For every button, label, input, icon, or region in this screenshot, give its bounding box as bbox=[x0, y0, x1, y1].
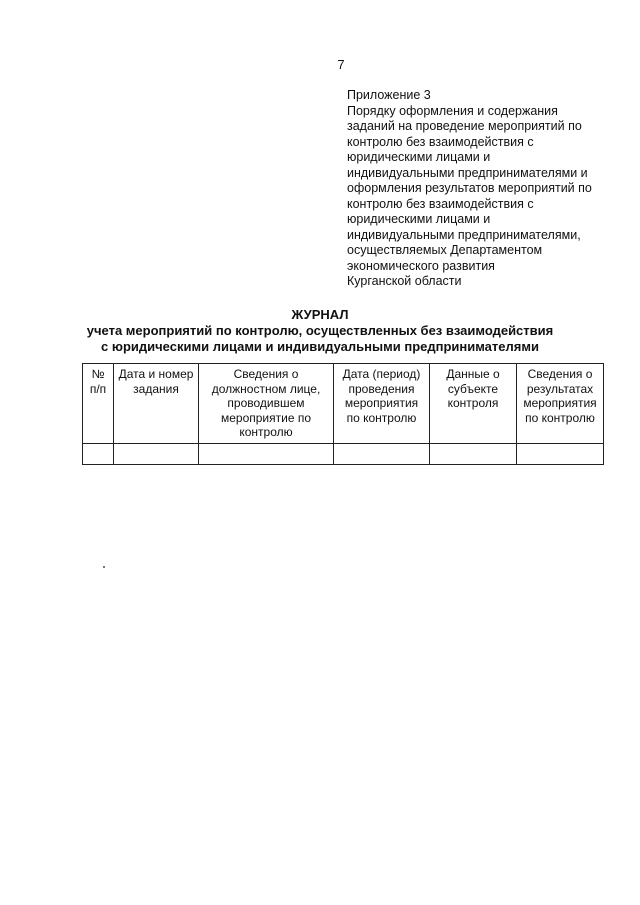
appendix-line: Порядку оформления и содержания bbox=[347, 103, 558, 118]
header-task-date-number bbox=[114, 364, 199, 444]
table-cell bbox=[199, 443, 334, 464]
header-text-line: результатах bbox=[526, 381, 594, 396]
header-subject-data bbox=[430, 364, 517, 444]
appendix-line: экономического развития bbox=[347, 258, 495, 273]
header-text-line: Данные о bbox=[446, 367, 500, 381]
journal-subtitle-line-2: с юридическими лицами и индивидуальными предпринимателями bbox=[101, 339, 539, 354]
header-text-line: Дата и номер bbox=[118, 367, 194, 381]
appendix-line: юридическими лицами и bbox=[347, 150, 491, 164]
table-cell bbox=[334, 443, 430, 464]
appendix-line: юридическими лицами и bbox=[347, 212, 491, 226]
header-text-line: по контролю bbox=[346, 410, 417, 425]
header-text-line: мероприятия bbox=[344, 396, 419, 410]
header-text-line: Сведения о bbox=[233, 367, 299, 381]
header-text-line: по контролю bbox=[525, 410, 595, 425]
page-number: 7 bbox=[337, 57, 345, 72]
journal-table bbox=[82, 363, 604, 465]
table-cell bbox=[517, 443, 604, 464]
header-text-line: контроля bbox=[447, 396, 499, 410]
journal-heading bbox=[0, 307, 640, 355]
appendix-line: заданий на проведение мероприятий по bbox=[347, 119, 582, 133]
header-text-line: Дата (период) bbox=[342, 367, 421, 381]
header-text-line: проводившем bbox=[227, 396, 305, 410]
header-results-info bbox=[517, 364, 604, 444]
table-row bbox=[83, 443, 604, 464]
table-cell bbox=[430, 443, 517, 464]
table-cell bbox=[114, 443, 199, 464]
header-text-line: задания bbox=[133, 381, 179, 396]
table-header-row bbox=[83, 364, 604, 444]
header-text-line: мероприятие по bbox=[220, 410, 312, 425]
appendix-line: Приложение 3 bbox=[347, 88, 431, 102]
header-number bbox=[83, 364, 114, 444]
header-text-line: мероприятия bbox=[523, 396, 597, 410]
appendix-line: осуществляемых Департаментом bbox=[347, 243, 543, 257]
header-text-line: контролю bbox=[239, 425, 293, 439]
header-text-line: № bbox=[91, 367, 105, 381]
header-text-line: Сведения о bbox=[527, 367, 593, 381]
appendix-line: контролю без взаимодействия с bbox=[347, 196, 534, 211]
header-text-line: должностном лице, bbox=[211, 381, 321, 396]
journal-subtitle-line-1: учета мероприятий по контролю, осуществленных без взаимодействия bbox=[86, 323, 554, 338]
header-event-date bbox=[334, 364, 430, 444]
table-cell bbox=[83, 443, 114, 464]
appendix-line: контролю без взаимодействия с bbox=[347, 134, 534, 149]
header-text-line: проведения bbox=[348, 381, 415, 396]
appendix-reference-block bbox=[347, 88, 609, 290]
scan-speck bbox=[103, 566, 105, 568]
appendix-line: оформления результатов мероприятий по bbox=[347, 181, 592, 195]
appendix-line: Курганской области bbox=[347, 274, 462, 288]
table-body bbox=[83, 443, 604, 464]
appendix-line: индивидуальными предпринимателями, bbox=[347, 227, 581, 242]
journal-title: ЖУРНАЛ bbox=[291, 307, 349, 322]
header-official-info bbox=[199, 364, 334, 444]
header-text-line: субъекте bbox=[447, 381, 499, 396]
header-text-line: п/п bbox=[89, 381, 107, 396]
appendix-line: индивидуальными предпринимателями и bbox=[347, 165, 588, 180]
